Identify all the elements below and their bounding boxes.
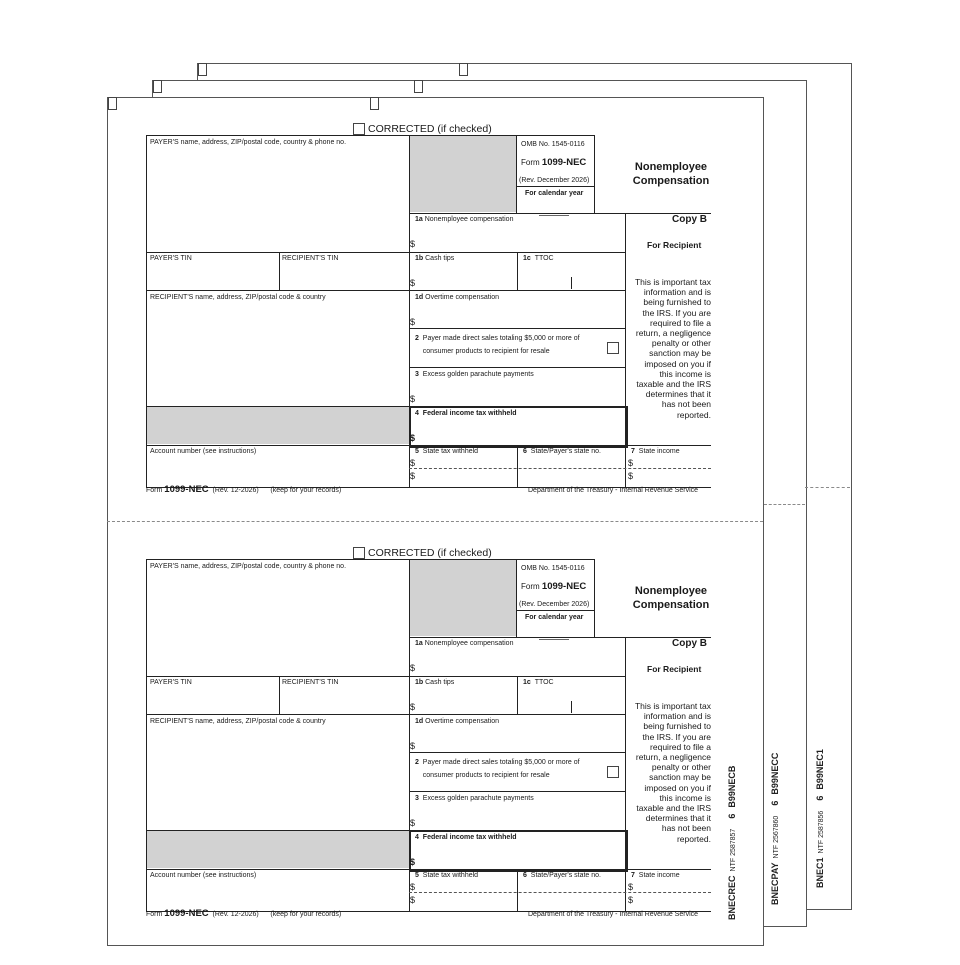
corrected-checkbox[interactable] [353,547,365,559]
corrected-checkbox[interactable] [353,123,365,135]
dollar-sign: $ [628,458,634,468]
important-tax-notice: This is important tax information and is being furnished to the IRS. If you are required to file a return, a negligence penalty or other sanction may be imposed on you if this income is taxable and the IRS determines that it has not been reported. [634,701,711,844]
dollar-sign: $ [410,741,416,751]
box1a-label: 1a Nonemployee compensation [415,216,514,223]
omb-grey-box [410,136,516,212]
dept-treasury: Department of the Treasury - Internal Revenue Service [528,911,699,918]
box1c-label: 1c TTOC [523,255,554,262]
sheet-tab [108,97,117,110]
omb-grey-box [410,560,516,636]
sheet-tab [414,80,423,93]
box7-label: 7 State income [631,872,680,879]
perforation-line [805,487,850,488]
corrected-checkbox-row[interactable] [353,123,492,135]
dollar-sign: $ [410,818,416,828]
for-recipient-label: For Recipient [647,240,702,250]
box6-label: 6 State/Payer's state no. [523,448,602,455]
grey-blank-box [147,830,409,868]
copy-b-label: Copy B [672,214,707,225]
form-copy-top [107,121,764,541]
payer-tin-label: PAYER'S TIN [150,679,192,686]
form-footer: Form 1099-NEC (Rev. 12-2026) (keep for your records) [146,908,342,919]
box1d-label: 1d Overtime compensation [415,718,500,725]
grey-blank-box [147,406,409,444]
calendar-year-label: For calendar year [525,190,584,197]
dollar-sign: $ [410,895,416,905]
rev-date: (Rev. December 2026) [519,177,590,184]
box2-checkbox[interactable] [607,342,619,354]
box7-label: 7 State income [631,448,680,455]
sheet-tab [459,63,468,76]
dept-treasury: Department of the Treasury - Internal Revenue Service [528,487,699,494]
form-footer: Form 1099-NEC (Rev. 12-2026) (keep for your records) [146,484,342,495]
recipient-tin-label: RECIPIENT'S TIN [282,679,339,686]
payer-tin-label: PAYER'S TIN [150,255,192,262]
for-recipient-label: For Recipient [647,664,702,674]
recipient-name-label: RECIPIENT'S name, address, ZIP/postal code & country [150,294,326,301]
form-id: Form 1099-NEC [521,157,587,168]
sheet-tab [153,80,162,93]
payer-name-label: PAYER'S name, address, ZIP/postal code, country & phone no. [150,563,347,570]
dollar-sign: $ [628,882,634,892]
sheet-tab [198,63,207,76]
rev-date: (Rev. December 2026) [519,601,590,608]
box1b-label: 1b Cash tips [415,679,455,686]
dollar-sign: $ [410,458,416,468]
box3-label: 3 Excess golden parachute payments [415,795,534,802]
payer-name-label: PAYER'S name, address, ZIP/postal code, country & phone no. [150,139,347,146]
dollar-sign: $ [410,882,416,892]
dollar-sign: $ [410,663,416,673]
box5-label: 5 State tax withheld [415,448,479,455]
box2-label: 2 Payer made direct sales totaling $5,000 or more of consumer products to recipient for resale [415,759,580,779]
box6-label: 6 State/Payer's state no. [523,872,602,879]
form-title: Nonemployee Compensation [632,585,710,611]
omb-number: OMB No. 1545-0116 [521,141,585,148]
dollar-sign: $ [410,857,416,867]
omb-number: OMB No. 1545-0116 [521,565,585,572]
recipient-name-label: RECIPIENT'S name, address, ZIP/postal code & country [150,718,326,725]
sheet-tab [370,97,379,110]
copy-b-label: Copy B [672,638,707,649]
box2-label: 2 Payer made direct sales totaling $5,000 or more of consumer products to recipient for resale [415,335,580,355]
box4-label: 4 Federal income tax withheld [415,410,517,417]
side-code-1: BNECRECNTF 25878576B99NECB [727,765,737,920]
box5-label: 5 State tax withheld [415,872,479,879]
box2-checkbox[interactable] [607,766,619,778]
dollar-sign: $ [410,702,416,712]
recipient-tin-label: RECIPIENT'S TIN [282,255,339,262]
side-code-3: BNEC1NTF 25878566B99NEC1 [815,749,825,888]
side-code-2: BNECPAYNTF 25678606B99NECC [770,752,780,905]
account-number-label: Account number (see instructions) [150,872,257,879]
dollar-sign: $ [410,394,416,404]
box1a-label: 1a Nonemployee compensation [415,640,514,647]
form-id: Form 1099-NEC [521,581,587,592]
box1b-label: 1b Cash tips [415,255,455,262]
important-tax-notice: This is important tax information and is being furnished to the IRS. If you are required to file a return, a negligence penalty or other sanction may be imposed on you if this income is taxable and the IRS determines that it has not been reported. [634,277,711,420]
dollar-sign: $ [410,433,416,443]
account-number-label: Account number (see instructions) [150,448,257,455]
form-copy-bottom [107,545,764,965]
corrected-checkbox-row[interactable] [353,547,492,559]
corrected-label: CORRECTED (if checked) [368,123,492,135]
dollar-sign: $ [410,317,416,327]
dollar-sign: $ [410,471,416,481]
box1d-label: 1d Overtime compensation [415,294,500,301]
dollar-sign: $ [410,278,416,288]
form-title: Nonemployee Compensation [632,161,710,187]
dollar-sign: $ [628,895,634,905]
box4-label: 4 Federal income tax withheld [415,834,517,841]
box3-label: 3 Excess golden parachute payments [415,371,534,378]
corrected-label: CORRECTED (if checked) [368,547,492,559]
perforation-line [764,504,805,505]
dollar-sign: $ [628,471,634,481]
dollar-sign: $ [410,239,416,249]
box1c-label: 1c TTOC [523,679,554,686]
calendar-year-label: For calendar year [525,614,584,621]
